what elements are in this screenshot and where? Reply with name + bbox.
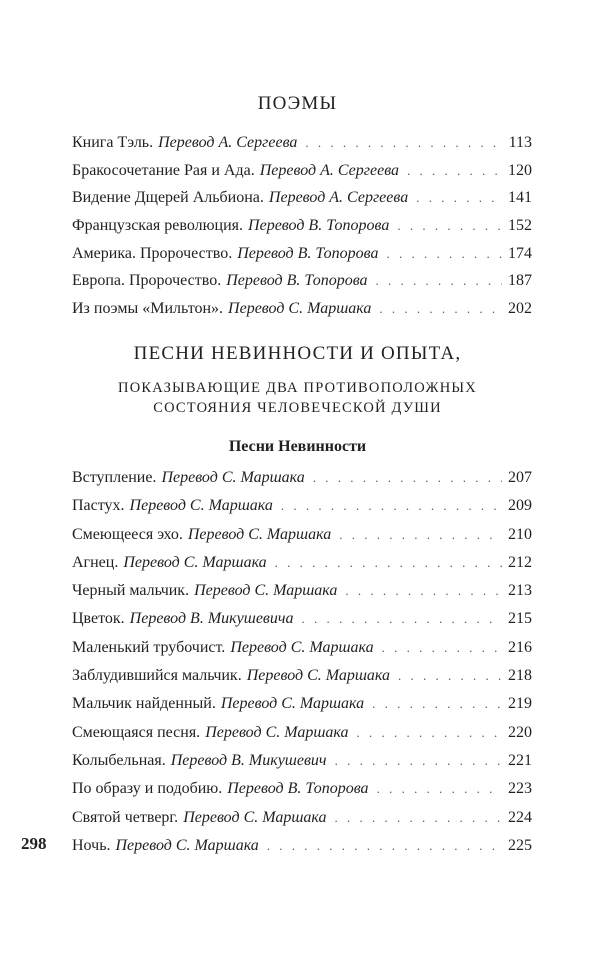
leader-dots bbox=[302, 605, 503, 633]
toc-entry[interactable] bbox=[72, 549, 532, 577]
toc-entry[interactable] bbox=[72, 129, 532, 157]
section-title-poems: ПОЭМЫ bbox=[257, 93, 338, 114]
toc-entry[interactable] bbox=[72, 157, 532, 185]
section-subtitle-line: СОСТОЯНИЯ ЧЕЛОВЕЧЕСКОЙ ДУШИ bbox=[153, 400, 442, 416]
leader-dots bbox=[335, 747, 502, 775]
page-number: 298 bbox=[21, 834, 47, 853]
toc-entry[interactable] bbox=[72, 719, 532, 747]
entry-translator: Перевод В. Топорова bbox=[248, 217, 390, 235]
entry-translator: Перевод С. Маршака bbox=[129, 497, 273, 515]
toc-entry[interactable] bbox=[72, 832, 532, 860]
entry-page: 215 bbox=[508, 610, 532, 628]
toc-entry[interactable] bbox=[72, 605, 532, 633]
entry-title: Европа. Пророчество. bbox=[72, 272, 222, 290]
toc-entry[interactable] bbox=[72, 775, 532, 803]
leader-dots bbox=[281, 492, 502, 520]
entry-page: 207 bbox=[508, 469, 532, 486]
entry-title: Заблудившийся мальчик. bbox=[72, 667, 242, 685]
entry-translator: Перевод С. Маршака bbox=[183, 808, 327, 826]
entry-title: По образу и подобию. bbox=[72, 780, 223, 798]
toc-entry[interactable] bbox=[72, 690, 532, 718]
entry-page: 120 bbox=[508, 161, 532, 179]
entry-translator: Перевод А. Сергеева bbox=[259, 161, 400, 179]
entry-page: 218 bbox=[508, 667, 532, 685]
entry-page: 212 bbox=[508, 553, 532, 571]
entry-title: Агнец. bbox=[72, 553, 119, 571]
leader-dots bbox=[382, 634, 502, 662]
entry-title: Колыбельная. bbox=[72, 751, 166, 769]
entry-page: 174 bbox=[508, 244, 532, 262]
toc-entry[interactable] bbox=[72, 662, 532, 690]
entry-translator: Перевод В. Топорова bbox=[226, 272, 368, 290]
toc-entry[interactable] bbox=[72, 464, 532, 492]
entry-translator: Перевод В. Топорова bbox=[237, 244, 379, 262]
entry-page: 152 bbox=[508, 217, 532, 235]
entry-page: 221 bbox=[508, 751, 532, 769]
leader-dots bbox=[339, 521, 502, 549]
leader-dots bbox=[376, 267, 502, 295]
entry-title: Святой четверг. bbox=[72, 808, 179, 826]
entry-page: 113 bbox=[508, 134, 532, 151]
entry-translator: Перевод С. Маршака bbox=[123, 553, 267, 571]
toc-entry[interactable] bbox=[72, 240, 532, 268]
toc-entry[interactable] bbox=[72, 492, 532, 520]
section-subtitle bbox=[0, 378, 595, 418]
entry-page: 220 bbox=[508, 723, 532, 741]
entry-translator: Перевод С. Маршака bbox=[205, 723, 349, 741]
leader-dots bbox=[313, 464, 502, 492]
toc-entry[interactable] bbox=[72, 521, 532, 549]
entry-translator: Перевод С. Маршака bbox=[230, 638, 374, 656]
entry-title: Мальчик найденный. bbox=[72, 695, 216, 713]
entry-translator: Перевод С. Маршака bbox=[246, 667, 391, 685]
leader-dots bbox=[398, 662, 502, 690]
entry-translator: Перевод А. Сергеева bbox=[268, 189, 409, 207]
entry-page: 213 bbox=[508, 582, 532, 600]
entry-title: Смеющееся эхо. bbox=[72, 525, 183, 543]
entry-page: 223 bbox=[508, 780, 532, 798]
leader-dots bbox=[275, 549, 502, 577]
entry-title: Маленький трубочист. bbox=[72, 638, 226, 656]
entry-page: 210 bbox=[508, 525, 532, 543]
toc-entry[interactable] bbox=[72, 747, 532, 775]
leader-dots bbox=[379, 295, 502, 323]
entry-translator: Перевод С. Маршака bbox=[115, 836, 259, 854]
entry-title: Из поэмы «Мильтон». bbox=[72, 300, 224, 318]
entry-title: Америка. Пророчество. bbox=[72, 244, 233, 262]
entry-page: 216 bbox=[508, 638, 532, 656]
toc-entry[interactable] bbox=[72, 267, 532, 295]
entry-translator: Перевод В. Микушевича bbox=[129, 610, 294, 628]
leader-dots bbox=[372, 690, 502, 718]
entry-translator: Перевод С. Маршака bbox=[220, 695, 365, 713]
entry-title: Бракосочетание Рая и Ада. bbox=[72, 161, 255, 179]
leader-dots bbox=[397, 212, 502, 240]
entry-translator: Перевод С. Маршака bbox=[194, 582, 338, 600]
entry-page: 202 bbox=[508, 300, 532, 318]
toc-list-poems bbox=[72, 129, 532, 323]
entry-page: 209 bbox=[508, 497, 532, 515]
leader-dots bbox=[345, 577, 502, 605]
leader-dots bbox=[335, 804, 503, 832]
toc-entry[interactable] bbox=[72, 184, 532, 212]
entry-title: Смеющаяся песня. bbox=[72, 723, 201, 741]
entry-page: 187 bbox=[508, 272, 532, 290]
leader-dots bbox=[407, 157, 502, 185]
entry-page: 224 bbox=[508, 808, 532, 826]
leader-dots bbox=[357, 719, 503, 747]
leader-dots bbox=[377, 775, 502, 803]
entry-title: Видение Дщерей Альбиона. bbox=[72, 189, 264, 207]
entry-title: Цветок. bbox=[72, 610, 125, 628]
entry-page: 141 bbox=[508, 189, 532, 207]
entry-title: Книга Тэль. bbox=[72, 134, 154, 151]
entry-translator: Перевод С. Маршака bbox=[228, 300, 372, 318]
entry-title: Вступление. bbox=[72, 469, 157, 486]
toc-entry[interactable] bbox=[72, 212, 532, 240]
entry-translator: Перевод В. Топорова bbox=[227, 780, 369, 798]
entry-translator: Перевод А. Сергеева bbox=[158, 134, 298, 151]
toc-entry[interactable] bbox=[72, 577, 532, 605]
toc-list-songs bbox=[72, 464, 532, 860]
leader-dots bbox=[416, 184, 502, 212]
entry-page: 225 bbox=[508, 836, 532, 854]
toc-entry[interactable] bbox=[72, 634, 532, 662]
toc-entry[interactable] bbox=[72, 295, 532, 323]
entry-title: Французская революция. bbox=[72, 217, 244, 235]
section-title-songs: ПЕСНИ НЕВИННОСТИ И ОПЫТА, bbox=[133, 343, 462, 364]
toc-entry[interactable] bbox=[72, 804, 532, 832]
entry-title: Пастух. bbox=[72, 497, 125, 515]
subheading-songs-of-innocence: Песни Невинности bbox=[228, 438, 367, 455]
entry-title: Ночь. bbox=[72, 836, 111, 854]
entry-translator: Перевод С. Маршака bbox=[187, 525, 332, 543]
entry-title: Черный мальчик. bbox=[72, 582, 190, 600]
section-subtitle-line: ПОКАЗЫВАЮЩИЕ ДВА ПРОТИВОПОЛОЖНЫХ bbox=[118, 380, 477, 396]
leader-dots bbox=[387, 240, 502, 268]
entry-translator: Перевод В. Микушевич bbox=[170, 751, 327, 769]
entry-translator: Перевод С. Маршака bbox=[161, 469, 305, 486]
entry-page: 219 bbox=[508, 695, 532, 713]
leader-dots bbox=[305, 129, 502, 157]
leader-dots bbox=[267, 832, 502, 860]
